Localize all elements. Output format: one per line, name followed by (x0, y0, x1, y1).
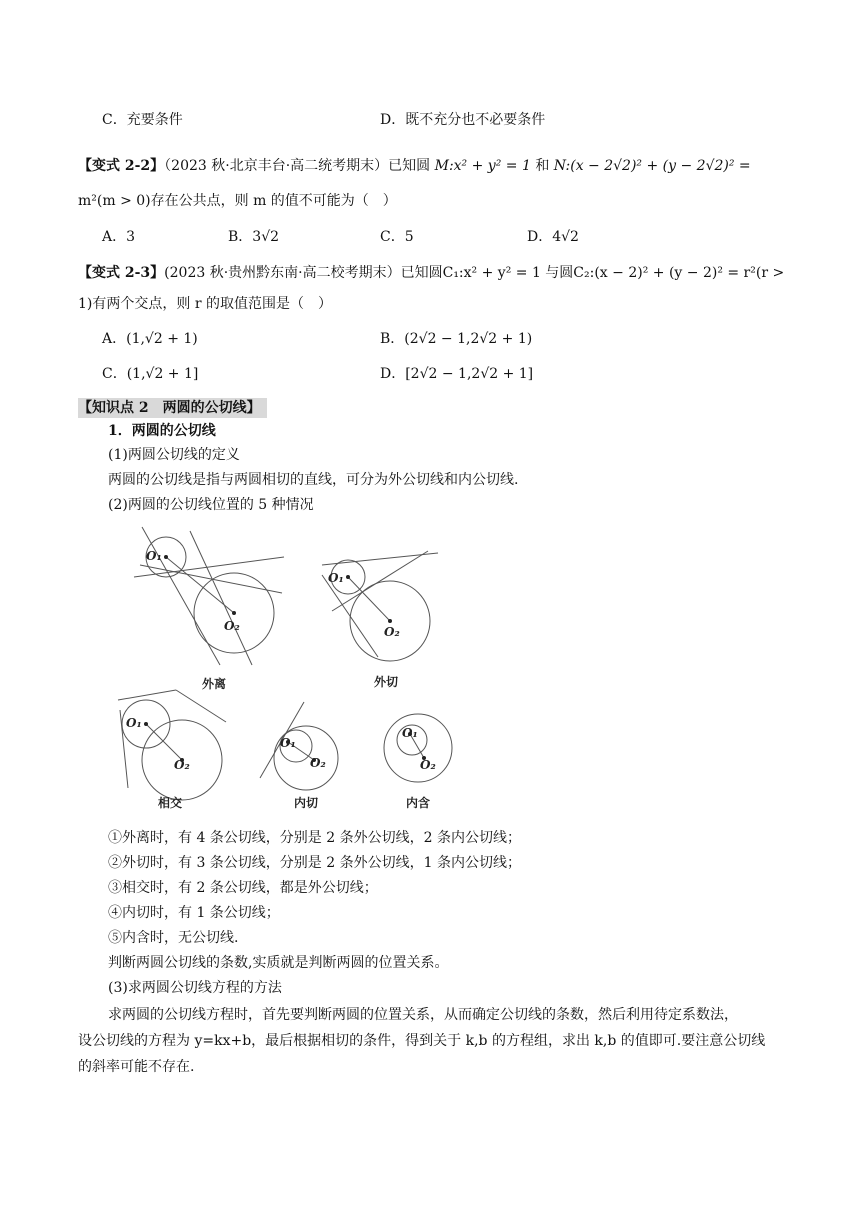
q23-prefix: 【变式 2-3】 (78, 265, 165, 281)
q23-option-d: D．[2√2 − 1,2√2 + 1] (380, 366, 534, 382)
case-3: ③相交时，有 2 条公切线，都是外公切线； (108, 880, 378, 896)
q22-line2: m²(m > 0)存在公共点，则 m 的值不可能为（ ） (78, 193, 397, 209)
q22-text: 已知圆 (388, 158, 431, 174)
caption-external-tangent: 外切 (374, 675, 399, 689)
q23-option-c: C．(1,√2 + 1] (102, 366, 199, 382)
option-d-prev: D．既不充分也不必要条件 (380, 112, 546, 128)
q23-line2: 1)有两个交点，则 r 的取值范围是（ ） (78, 296, 332, 312)
q23-option-a: A．(1,√2 + 1) (102, 331, 198, 347)
label-o1: O₁ (402, 726, 418, 740)
q22-option-a: A．3 (102, 229, 136, 245)
q23-option-b: B．(2√2 − 1,2√2 + 1) (380, 331, 533, 347)
figure-intersect (116, 688, 236, 808)
case-4: ④内切时，有 1 条公切线； (108, 905, 280, 921)
q22-eq-m: M:x² + y² = 1 (434, 158, 531, 174)
q22-eq-n: N:(x − 2√2)² + (y − 2√2)² = (553, 158, 751, 174)
q22-line1 (78, 156, 751, 176)
q22-and: 和 (535, 158, 550, 174)
method-paragraph-2: 设公切线的方程为 y=kx+b，最后根据相切的条件，得到关于 k,b 的方程组，求出 k,b 的值即可.要注意公切线 (78, 1033, 766, 1049)
label-o2: O₂ (420, 758, 436, 772)
q22-prefix: 【变式 2-2】 (78, 158, 165, 174)
figure-external-tangent (318, 545, 448, 689)
q23-line1 (78, 263, 784, 283)
case-2: ②外切时，有 3 条公切线，分别是 2 条外公切线，1 条内公切线； (108, 855, 521, 871)
figure-separate (132, 525, 292, 691)
definition-title: (1)两圆公切线的定义 (108, 447, 240, 463)
section-subtitle: 1．两圆的公切线 (108, 423, 216, 439)
label-o1: O₁ (126, 716, 142, 730)
label-o1: O₁ (280, 736, 296, 750)
label-o1: O₁ (146, 549, 162, 563)
case-1: ①外离时，有 4 条公切线，分别是 2 条外公切线，2 条内公切线； (108, 830, 521, 846)
case-5: ⑤内含时，无公切线. (108, 930, 239, 946)
label-o2: O₂ (224, 619, 240, 633)
option-c-prev: C．充要条件 (102, 112, 183, 128)
label-o2: O₂ (384, 625, 400, 639)
figure-internal-tangent (256, 698, 356, 810)
q22-option-d: D．4√2 (527, 229, 579, 245)
definition-text: 两圆的公切线是指与两圆相切的直线，可分为外公切线和内公切线. (108, 472, 519, 488)
q22-source: （2023 秋·北京丰台·高二统考期末） (164, 158, 389, 174)
label-o2: O₂ (310, 756, 326, 770)
method-paragraph-3: 的斜率可能不存在. (78, 1059, 195, 1075)
caption-separate: 外离 (202, 677, 227, 691)
caption-contained: 内含 (406, 796, 431, 810)
caption-internal-tangent: 内切 (294, 796, 319, 810)
figure-contained (380, 710, 460, 810)
method-title: (3)求两圆公切线方程的方法 (108, 980, 282, 996)
q22-option-b: B．3√2 (228, 229, 280, 245)
section-header: 【知识点 2 两圆的公切线】 (78, 398, 267, 418)
label-o2: O₂ (174, 758, 190, 772)
q23-text: (2023 秋·贵州黔东南·高二校考期末）已知圆C₁:x² + y² = 1 与圆C₂:(x − 2)² + (y − 2)² = r²(r > (164, 265, 785, 281)
cases-title: (2)两圆的公切线位置的 5 种情况 (108, 497, 314, 513)
caption-intersect: 相交 (158, 796, 183, 810)
q22-option-c: C．5 (380, 229, 414, 245)
label-o1: O₁ (328, 571, 344, 585)
judge-text: 判断两圆公切线的条数,实质就是判断两圆的位置关系。 (108, 955, 449, 971)
method-paragraph-1: 求两圆的公切线方程时，首先要判断两圆的位置关系，从而确定公切线的条数，然后利用待定系数法， (108, 1007, 738, 1023)
